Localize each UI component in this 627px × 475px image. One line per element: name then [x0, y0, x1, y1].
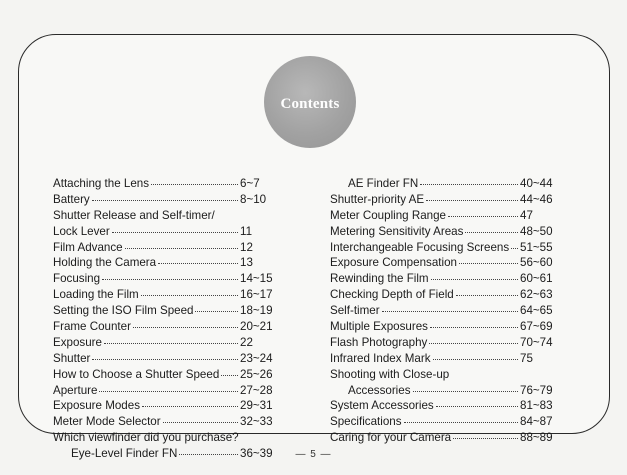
toc-leader-dots [151, 184, 238, 185]
toc-entry-page: 48~50 [520, 224, 553, 238]
toc-entry [330, 430, 565, 446]
toc-entry-label: Exposure Compensation [330, 256, 457, 270]
toc-entry [53, 240, 298, 256]
toc-entry [330, 255, 565, 271]
toc-entry-label: Holding the Camera [53, 256, 157, 270]
toc-entry [330, 208, 565, 224]
toc-leader-dots [163, 422, 238, 423]
toc-entry-label: Flash Photography [330, 335, 428, 349]
page-number: — 5 — [295, 449, 332, 460]
toc-entry [330, 303, 565, 319]
toc-entry [53, 208, 298, 224]
toc-entry-page: 23~24 [240, 351, 273, 365]
toc-entry-page: 88~89 [520, 431, 553, 445]
toc-entry-label: Aperture [53, 383, 98, 397]
toc-entry [330, 398, 565, 414]
toc-entry-page: 40~44 [520, 177, 553, 190]
toc-entry [330, 319, 565, 335]
toc-entry [53, 398, 298, 414]
toc-entry [330, 414, 565, 430]
toc-entry-page: 8~10 [240, 192, 267, 206]
toc-entry-label: Meter Mode Selector [53, 415, 161, 429]
toc-entry [53, 192, 298, 208]
toc-leader-dots [436, 406, 518, 407]
toc-entry-page: 22 [240, 335, 253, 349]
toc-entry-label: Setting the ISO Film Speed [53, 304, 194, 318]
toc-entry [53, 383, 298, 399]
toc-entry [330, 287, 565, 303]
toc-entry-page: 16~17 [240, 288, 273, 302]
toc-entry [53, 351, 298, 367]
toc-entry-page: 84~87 [520, 415, 553, 429]
toc-leader-dots [429, 343, 518, 344]
toc-entry-page: 47 [520, 208, 533, 222]
toc-entry-page: 70~74 [520, 335, 553, 349]
toc-entry-label: Shutter-priority AE [330, 192, 425, 206]
toc-leader-dots [420, 184, 518, 185]
toc-leader-dots [142, 406, 238, 407]
toc-entry-page: 11 [240, 224, 253, 238]
toc-leader-dots [448, 216, 518, 217]
toc-entry [53, 319, 298, 335]
toc-entry-page: 51~55 [520, 240, 553, 254]
toc-entry-label: Battery [53, 192, 90, 206]
toc-entry-page: 12 [240, 240, 253, 254]
toc-entry-page: 81~83 [520, 399, 553, 413]
toc-entry-label: Exposure [53, 335, 102, 349]
toc-entry-label: Shutter [53, 351, 91, 365]
toc-entry-page: 20~21 [240, 320, 273, 334]
toc-leader-dots [141, 295, 238, 296]
toc-entry-page: 25~26 [240, 367, 273, 381]
toc-entry-label: Film Advance [53, 240, 123, 254]
toc-leader-dots [104, 343, 238, 344]
toc-leader-dots [426, 200, 518, 201]
toc-entry-label: Specifications [330, 415, 402, 429]
toc-entry-page: 14~15 [240, 272, 273, 286]
toc-entry-label: Metering Sensitivity Areas [330, 224, 464, 238]
toc-leader-dots [382, 311, 518, 312]
toc-entry [53, 176, 298, 192]
toc-entry-page: 62~63 [520, 288, 553, 302]
toc-entry-label: Accessories [348, 383, 411, 397]
toc-leader-dots [404, 422, 518, 423]
toc-entry-label: Focusing [53, 272, 101, 286]
toc-entry-label: Frame Counter [53, 320, 131, 334]
toc-entry-page: 75 [520, 351, 533, 365]
toc-entry-page: 64~65 [520, 304, 553, 318]
toc-entry-label: Multiple Exposures [330, 320, 428, 334]
toc-entry-label: Infrared Index Mark [330, 351, 431, 365]
toc-entry-label: Eye-Level Finder FN [71, 447, 178, 461]
toc-entry-page: 36~39 [240, 447, 273, 461]
toc-entry-label: Lock Lever [53, 224, 110, 238]
toc-leader-dots [102, 279, 238, 280]
toc-entry-page: 27~28 [240, 383, 273, 397]
toc-leader-dots [133, 327, 238, 328]
toc-entry-page: 67~69 [520, 320, 553, 334]
toc-entry-page: 44~46 [520, 192, 553, 206]
toc-entry-page: 56~60 [520, 256, 553, 270]
toc-entry [330, 335, 565, 351]
toc-leader-dots [453, 438, 518, 439]
toc-entry-label: Exposure Modes [53, 399, 140, 413]
toc-entry-page: 13 [240, 256, 253, 270]
toc-leader-dots [158, 263, 238, 264]
toc-entry [53, 430, 298, 446]
toc-entry [53, 287, 298, 303]
toc-leader-dots [430, 327, 518, 328]
toc-entry-label: How to Choose a Shutter Speed [53, 367, 220, 381]
contents-badge [264, 56, 356, 148]
toc-entry-label: Checking Depth of Field [330, 288, 454, 302]
toc-entry-label: Attaching the Lens [53, 177, 150, 190]
toc-leader-dots [99, 391, 238, 392]
toc-entry-page: 6~7 [240, 177, 260, 190]
toc-leader-dots [465, 232, 518, 233]
toc-entry-page: 76~79 [520, 383, 553, 397]
toc-leader-dots [511, 248, 518, 249]
toc-entry-label: Shutter Release and Self-timer/ [53, 208, 215, 222]
toc-entry [53, 255, 298, 271]
toc-entry-label: Which viewfinder did you purchase? [53, 431, 239, 445]
toc-leader-dots [92, 359, 238, 360]
toc-entry [330, 240, 565, 256]
toc-entry-label: Caring for your Camera [330, 431, 452, 445]
toc-entry-page: 29~31 [240, 399, 273, 413]
toc-entry [53, 224, 298, 240]
toc-column-right [330, 176, 565, 446]
toc-leader-dots [125, 248, 238, 249]
toc-leader-dots [433, 359, 518, 360]
toc-entry [330, 271, 565, 287]
toc-leader-dots [92, 200, 238, 201]
toc-entry [330, 383, 565, 399]
toc-leader-dots [413, 391, 519, 392]
toc-leader-dots [195, 311, 238, 312]
toc-entry-page: 60~61 [520, 272, 553, 286]
toc-entry-label: Loading the Film [53, 288, 139, 302]
toc-leader-dots [431, 279, 518, 280]
toc-entry-label: Meter Coupling Range [330, 208, 447, 222]
toc-entry-label: System Accessories [330, 399, 434, 413]
toc-entry [53, 414, 298, 430]
toc-entry [330, 192, 565, 208]
toc-leader-dots [459, 263, 518, 264]
toc-entry [330, 176, 565, 192]
toc-entry [330, 367, 565, 383]
toc-entry [330, 224, 565, 240]
toc-leader-dots [456, 295, 518, 296]
toc-entry-label: Rewinding the Film [330, 272, 429, 286]
toc-entry [53, 303, 298, 319]
toc-entry-label: Self-timer [330, 304, 380, 318]
toc-entry [53, 335, 298, 351]
toc-entry-page: 32~33 [240, 415, 273, 429]
page-title: Contents [280, 96, 340, 112]
toc-column-left [53, 176, 298, 462]
toc-entry [53, 271, 298, 287]
toc-entry-page: 18~19 [240, 304, 273, 318]
toc-entry-label: AE Finder FN [348, 177, 419, 190]
toc-leader-dots [112, 232, 238, 233]
toc-entry-label: Shooting with Close-up [330, 367, 450, 381]
toc-entry [53, 367, 298, 383]
toc-entry [330, 351, 565, 367]
toc-leader-dots [221, 375, 238, 376]
toc-entry-label: Interchangeable Focusing Screens [330, 240, 510, 254]
